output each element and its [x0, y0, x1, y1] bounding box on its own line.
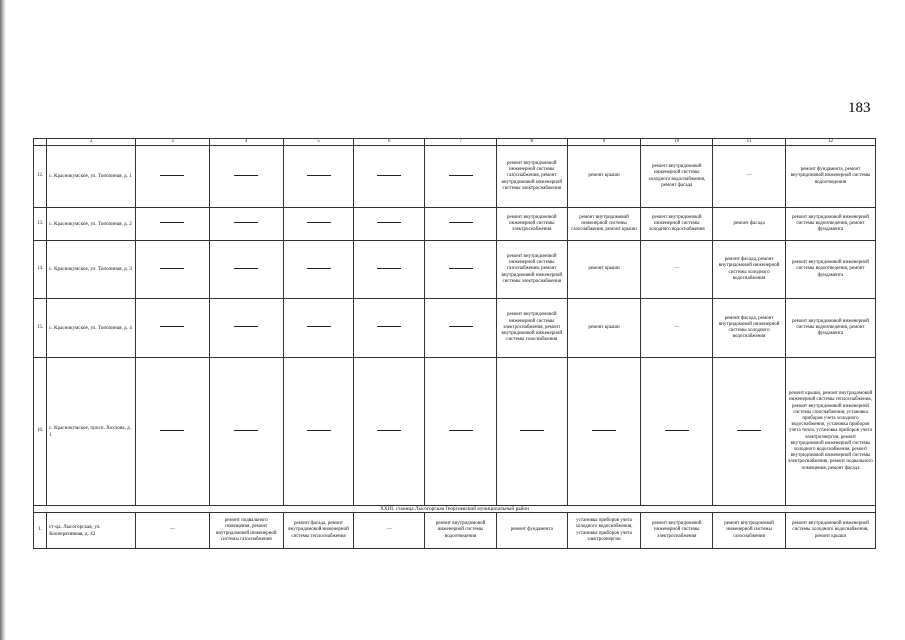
header-cell: 9: [567, 139, 641, 146]
dash-mark: [307, 430, 331, 431]
empty-cell: [209, 241, 283, 299]
row-address: с. Краснокумское, ул. Тополиная, д. 1: [47, 146, 136, 208]
work-cell: установка приборов учета холодного водоснабжения, установка приборов учета электроэнергии: [567, 513, 641, 549]
empty-cell: [136, 208, 210, 241]
table-row: [34, 208, 876, 241]
work-cell: ремонт фасада, ремонт внутридомовой инженерной системы холодного водоснабжения: [713, 299, 786, 358]
work-cell: ремонт фасада, ремонт внутридомовой инженерной системы теплоснабжения: [283, 513, 354, 549]
work-cell: ремонт подвального помещения, ремонт внутридомовой инженерной системы газоснабжения: [209, 513, 283, 549]
empty-cell: [567, 358, 641, 506]
work-cell: ремонт внутридомовой инженерной системы холодного водоснабжения: [641, 208, 713, 241]
empty-cell: [425, 208, 497, 241]
work-cell: ремонт крыши: [567, 241, 641, 299]
dash-mark: [737, 430, 761, 431]
work-cell: ремонт внутридомовой инженерной системы электроснабжения: [641, 513, 713, 549]
empty-cell: [136, 241, 210, 299]
empty-cell: [425, 241, 497, 299]
dash-mark: [307, 222, 331, 223]
dash-mark: [160, 268, 184, 269]
empty-cell: [354, 358, 425, 506]
empty-cell: [209, 208, 283, 241]
work-cell: ремонт внутридомовой инженерной системы газоснабжения, ремонт внутридомовой инженерной системы электроснабжения: [496, 241, 567, 299]
dash-mark: [307, 175, 331, 176]
work-cell: —: [354, 513, 425, 549]
work-cell: ремонт внутридомовой инженерной системы холодного водоснабжения, ремонт фасада: [641, 146, 713, 208]
dash-mark: [234, 326, 258, 327]
empty-cell: [425, 358, 497, 506]
header-row: [34, 139, 876, 146]
row-address: ст-ца. Лысогорская, ул. Кооперативная, д. 42: [47, 513, 136, 549]
work-cell: ремонт фасада, ремонт внутридомовой инженерной системы холодного водоснабжения: [713, 241, 786, 299]
empty-cell: [136, 358, 210, 506]
work-cell: —: [641, 299, 713, 358]
work-cell: ремонт внутридомовой инженерной системы газоснабжения: [713, 513, 786, 549]
row-address: с. Краснокумское, просп. Хохлова, д. 1: [47, 358, 136, 506]
section-title: XXIII. станица Лысогорская Георгиевский муниципальный район: [34, 506, 876, 513]
row-number: 1.: [34, 513, 47, 549]
table-row: [34, 358, 876, 506]
dash-mark: [307, 268, 331, 269]
work-cell: —: [713, 146, 786, 208]
header-cell: 4: [209, 139, 283, 146]
dash-mark: [234, 430, 258, 431]
empty-cell: [283, 146, 354, 208]
dash-mark: [160, 175, 184, 176]
empty-cell: [425, 146, 497, 208]
header-cell: 10: [641, 139, 713, 146]
empty-cell: [354, 299, 425, 358]
empty-cell: [354, 208, 425, 241]
table-row: [34, 513, 876, 549]
work-cell: ремонт внутридомовой инженерной системы водоотведения, ремонт фундамента: [785, 241, 875, 299]
empty-cell: [496, 358, 567, 506]
row-number: 14.: [34, 241, 47, 299]
work-cell: —: [136, 513, 210, 549]
empty-cell: [283, 299, 354, 358]
dash-mark: [377, 222, 401, 223]
section-row: [34, 506, 876, 513]
work-cell: ремонт внутридомовой инженерной системы холодного водоснабжения, ремонт крыши: [785, 513, 875, 549]
empty-cell: [641, 358, 713, 506]
header-cell: 7: [425, 139, 497, 146]
header-cell: 8: [496, 139, 567, 146]
empty-cell: [354, 146, 425, 208]
empty-cell: [283, 208, 354, 241]
empty-cell: [354, 241, 425, 299]
work-cell: —: [641, 241, 713, 299]
empty-cell: [283, 358, 354, 506]
empty-cell: [713, 358, 786, 506]
dash-mark: [160, 326, 184, 327]
dash-mark: [234, 175, 258, 176]
dash-mark: [377, 175, 401, 176]
empty-cell: [209, 358, 283, 506]
dash-mark: [449, 326, 473, 327]
header-cell: 6: [354, 139, 425, 146]
work-cell: ремонт крыши: [567, 146, 641, 208]
row-number: 16.: [34, 358, 47, 506]
empty-cell: [209, 146, 283, 208]
row-address: с. Краснокумское, ул. Тополиная, д. 3: [47, 241, 136, 299]
work-cell: ремонт крыши: [567, 299, 641, 358]
row-address: с. Краснокумское, ул. Тополиная, д. 2: [47, 208, 136, 241]
work-cell: ремонт внутридомовой инженерной системы водоотведения: [425, 513, 497, 549]
dash-mark: [592, 430, 616, 431]
header-cell: 12: [785, 139, 875, 146]
table-row: [34, 299, 876, 358]
work-cell: ремонт внутридомовой инженерной системы электроснабжения, ремонт внутридомовой инженерной системы газоснабжения: [496, 299, 567, 358]
row-address: с. Краснокумское, ул. Тополиная, д. 4: [47, 299, 136, 358]
dash-mark: [377, 326, 401, 327]
repair-schedule-table: [33, 138, 876, 549]
row-number: 13.: [34, 208, 47, 241]
table-row: [34, 146, 876, 208]
dash-mark: [307, 326, 331, 327]
header-cell: 2: [47, 139, 136, 146]
header-cell: [34, 139, 47, 146]
row-number: 15.: [34, 299, 47, 358]
dash-mark: [234, 222, 258, 223]
dash-mark: [449, 175, 473, 176]
dash-mark: [160, 430, 184, 431]
dash-mark: [449, 268, 473, 269]
table-row: [34, 241, 876, 299]
work-cell: ремонт внутридомовой инженерной системы газоснабжения, ремонт крыши: [567, 208, 641, 241]
dash-mark: [449, 430, 473, 431]
work-cell: ремонт внутридомовой инженерной системы водоотведения, ремонт фундамента: [785, 208, 875, 241]
empty-cell: [425, 299, 497, 358]
work-cell: ремонт крыши, ремонт внутридомовой инженерной системы теплоснабжения, ремонт внутридомовой инженерной системы газоснабжения, установка приборов учета холодного водоснабжения, установка приборов учета тепла, установка приборов учета электроэнергии, ремонт внутридомовой инженерной системы холодного водоснабжения, ремонт внутридомовой инженерной системы электроснабжения, ремонт подвального помещения, ремонт фасада: [785, 358, 875, 506]
header-cell: 3: [136, 139, 210, 146]
work-cell: ремонт внутридомовой инженерной системы газоснабжения, ремонт внутридомовой инженерной системы электроснабжения: [496, 146, 567, 208]
work-cell: ремонт фасада: [713, 208, 786, 241]
dash-mark: [665, 430, 689, 431]
scan-edge-shadow: [0, 0, 6, 640]
work-cell: ремонт внутридомовой инженерной системы электроснабжения: [496, 208, 567, 241]
empty-cell: [209, 299, 283, 358]
empty-cell: [283, 241, 354, 299]
dash-mark: [377, 268, 401, 269]
work-cell: ремонт фундамента, ремонт внутридомовой инженерной системы водоотведения: [785, 146, 875, 208]
dash-mark: [377, 430, 401, 431]
row-number: 12.: [34, 146, 47, 208]
dash-mark: [160, 222, 184, 223]
page-number: 183: [848, 100, 871, 116]
dash-mark: [449, 222, 473, 223]
header-cell: 11: [713, 139, 786, 146]
empty-cell: [136, 299, 210, 358]
dash-mark: [234, 268, 258, 269]
work-cell: ремонт фундамента: [496, 513, 567, 549]
header-cell: 5: [283, 139, 354, 146]
work-cell: ремонт внутридомовой инженерной системы водоотведения, ремонт фундамента: [785, 299, 875, 358]
empty-cell: [136, 146, 210, 208]
dash-mark: [520, 430, 544, 431]
